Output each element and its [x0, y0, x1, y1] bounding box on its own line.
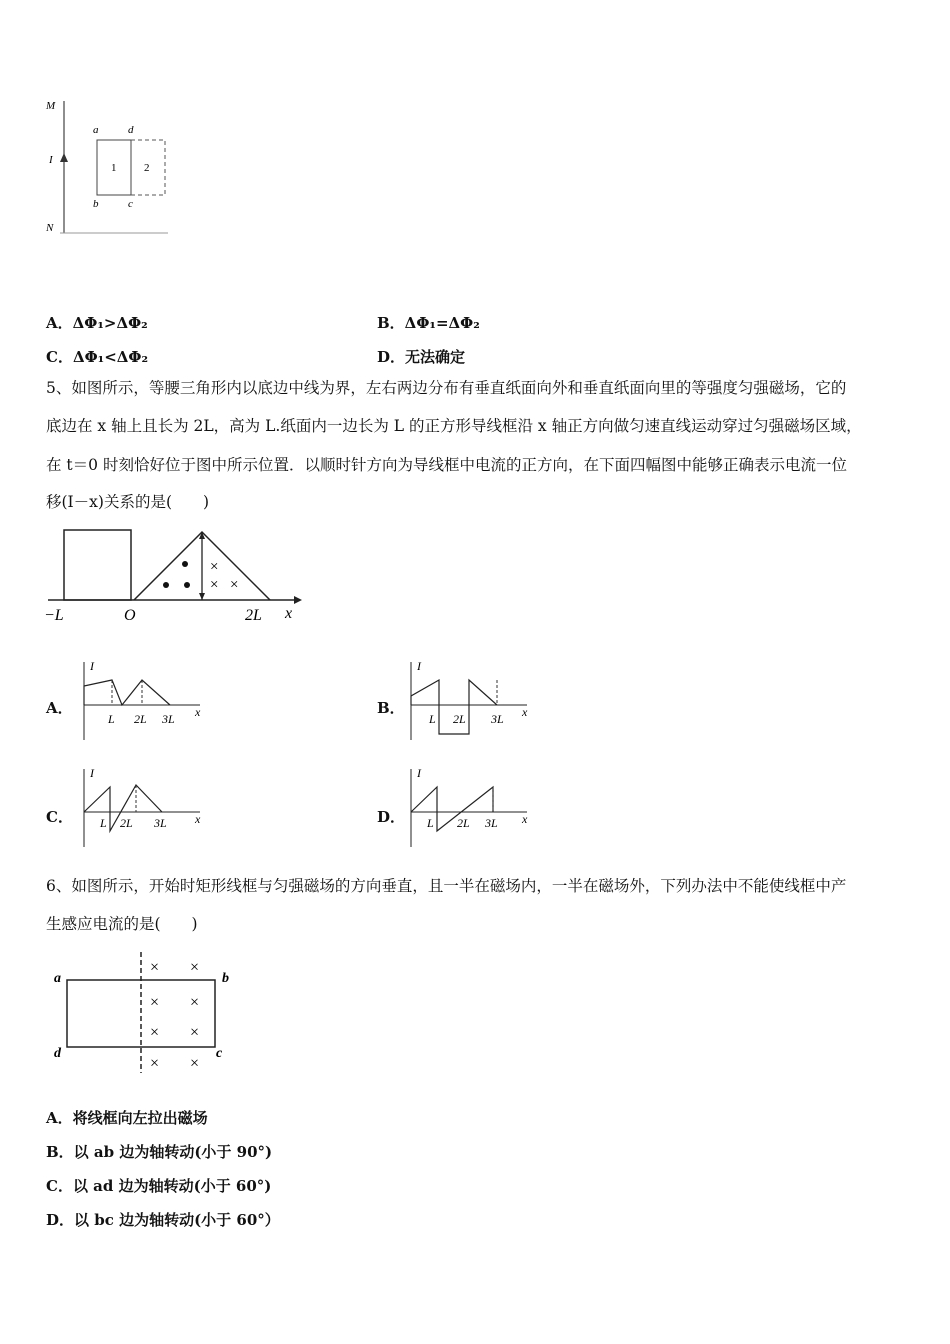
- q5-option-a[interactable]: A．: [46, 699, 73, 717]
- field-cross-icon: ×: [190, 994, 200, 1011]
- graph-c[interactable]: [78, 765, 208, 850]
- figure-triangle-field: [40, 520, 310, 630]
- tick-3L: 3L: [162, 712, 175, 726]
- label-region-1: 1: [111, 162, 117, 174]
- field-dot-icon: [182, 561, 188, 567]
- graph-a[interactable]: [78, 658, 208, 743]
- field-cross-icon: ×: [150, 994, 160, 1011]
- label-x: x: [522, 705, 528, 719]
- graph-b[interactable]: [405, 658, 535, 743]
- field-cross-icon: ×: [190, 1024, 200, 1041]
- tick-L: L: [108, 712, 115, 726]
- field-cross-icon: ×: [150, 1024, 160, 1041]
- tick-L: L: [427, 816, 434, 830]
- current-curve: [411, 787, 493, 831]
- label-2L: 2L: [245, 607, 262, 624]
- x-axis-arrow-icon: [294, 596, 302, 604]
- q5-line-4: 移(I－x)关系的是( ): [46, 493, 210, 511]
- square-frame: [64, 530, 131, 600]
- label-a: a: [54, 971, 61, 986]
- field-cross-icon: ×: [230, 577, 239, 593]
- label-x: x: [195, 812, 201, 826]
- label-d: d: [128, 124, 134, 136]
- figure-rect-frame: [46, 950, 241, 1075]
- label-d: d: [54, 1046, 61, 1061]
- field-cross-icon: ×: [190, 959, 200, 976]
- field-dot-icon: [184, 582, 190, 588]
- q4-option-d[interactable]: D．无法确定: [377, 348, 466, 366]
- height-arrow-down-icon: [199, 593, 205, 600]
- field-dot-icon: [163, 582, 169, 588]
- q5-line-3: 在 t＝0 时刻恰好位于图中所示位置．以顺时针方向为导线框中电流的正方向，在下面四幅图中能够正确表示电流一位: [46, 456, 847, 474]
- field-cross-icon: ×: [210, 559, 219, 575]
- label-origin: O: [124, 607, 136, 624]
- current-arrow-icon: [60, 153, 68, 162]
- q5-line-2: 底边在 x 轴上且长为 2L，高为 L.纸面内一边长为 L 的正方形导线框沿 x 轴正方向做匀速直线运动穿过匀强磁场区域，: [46, 417, 862, 435]
- q4-option-c[interactable]: C．ΔΦ₁<ΔΦ₂: [46, 348, 149, 366]
- q5-option-d[interactable]: D．: [377, 808, 406, 826]
- q5-line-1: 5、如图所示，等腰三角形内以底边中线为界，左右两边分布有垂直纸面向外和垂直纸面向里的等强度匀强磁场，它的: [46, 379, 847, 397]
- figure-wire-loop: [40, 95, 175, 240]
- field-cross-icon: ×: [150, 959, 160, 976]
- q6-option-d[interactable]: D．以 bc 边为轴转动(小于 60°）: [46, 1211, 280, 1229]
- q5-option-c[interactable]: C．: [46, 808, 73, 826]
- q6-option-a[interactable]: A．将线框向左拉出磁场: [46, 1109, 208, 1127]
- current-curve: [84, 680, 170, 705]
- field-cross-icon: ×: [150, 1055, 160, 1072]
- tick-3L: 3L: [485, 816, 498, 830]
- q4-option-b[interactable]: B．ΔΦ₁=ΔΦ₂: [377, 314, 480, 332]
- label-x: x: [285, 605, 293, 622]
- label-I: I: [417, 766, 421, 780]
- graph-d[interactable]: [405, 765, 535, 850]
- field-cross-icon: ×: [210, 577, 219, 593]
- tick-2L: 2L: [120, 816, 133, 830]
- q6-line-2: 生感应电流的是( ): [46, 915, 198, 933]
- tick-2L: 2L: [134, 712, 147, 726]
- q6-option-b[interactable]: B．以 ab 边为轴转动(小于 90°): [46, 1143, 273, 1161]
- label-M: M: [46, 100, 56, 112]
- tick-3L: 3L: [491, 712, 504, 726]
- label-region-2: 2: [144, 162, 150, 174]
- label-I: I: [417, 659, 421, 673]
- label-N: N: [46, 222, 54, 234]
- tick-L: L: [100, 816, 107, 830]
- q5-option-b[interactable]: B．: [377, 699, 405, 717]
- label-b: b: [93, 198, 99, 210]
- label-I: I: [90, 766, 94, 780]
- tick-2L: 2L: [457, 816, 470, 830]
- tick-2L: 2L: [453, 712, 466, 726]
- tick-L: L: [429, 712, 436, 726]
- label-x: x: [522, 812, 528, 826]
- q4-option-a[interactable]: A．ΔΦ₁>ΔΦ₂: [46, 314, 148, 332]
- field-cross-icon: ×: [190, 1055, 200, 1072]
- label-neg-L: −L: [44, 607, 64, 624]
- label-I: I: [90, 659, 94, 673]
- label-x: x: [195, 705, 201, 719]
- label-b: b: [222, 971, 229, 986]
- q6-line-1: 6、如图所示，开始时矩形线框与匀强磁场的方向垂直，且一半在磁场内，一半在磁场外，下列办法中不能使线框中产: [46, 877, 847, 895]
- label-a: a: [93, 124, 99, 136]
- tick-3L: 3L: [154, 816, 167, 830]
- q6-option-c[interactable]: C．以 ad 边为轴转动(小于 60°): [46, 1177, 272, 1195]
- label-c: c: [128, 198, 133, 210]
- label-I: I: [49, 154, 53, 166]
- label-c: c: [216, 1046, 223, 1061]
